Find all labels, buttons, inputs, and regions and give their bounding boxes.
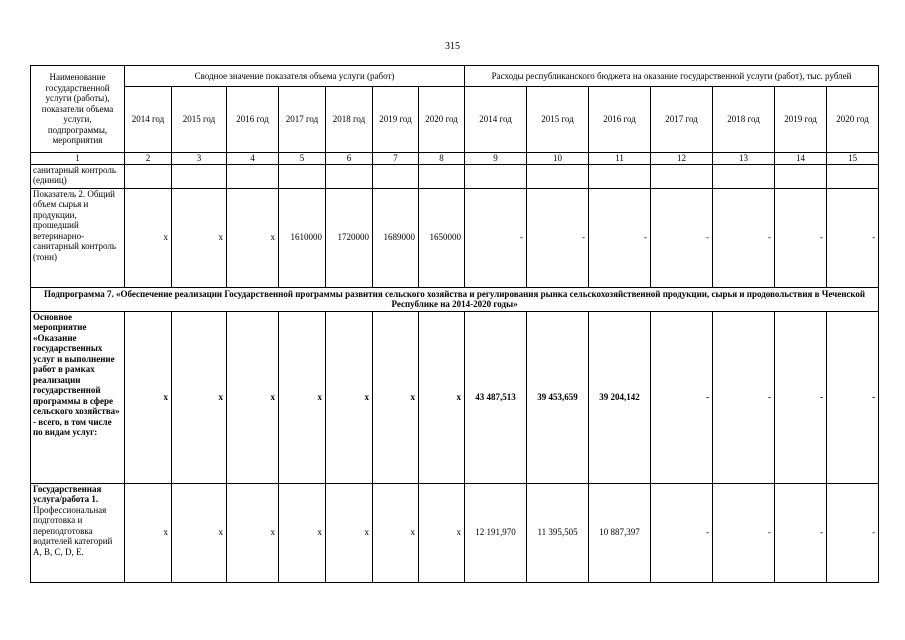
table-cell: 11 395,505 (527, 483, 589, 582)
column-number: 9 (465, 153, 527, 165)
table-cell: x (279, 311, 326, 483)
table-cell: - (827, 311, 879, 483)
column-numbers-row (31, 153, 879, 165)
table-row (31, 483, 879, 582)
table-cell: - (651, 188, 713, 287)
row-label (31, 483, 125, 582)
table-cell: x (373, 483, 419, 582)
table-cell: x (326, 483, 373, 582)
table-cell: 39 453,659 (527, 311, 589, 483)
table-cell (279, 164, 326, 188)
header-year: 2016 год (227, 87, 279, 153)
table-cell: 1610000 (279, 188, 326, 287)
header-year: 2016 год (589, 87, 651, 153)
table-cell: - (527, 188, 589, 287)
header-year: 2015 год (527, 87, 589, 153)
table-cell (326, 164, 373, 188)
table-cell: - (775, 188, 827, 287)
table-cell: x (373, 311, 419, 483)
column-number: 12 (651, 153, 713, 165)
table-cell: x (227, 311, 279, 483)
table-cell (419, 164, 465, 188)
header-year: 2015 год (172, 87, 227, 153)
header-year: 2017 год (279, 87, 326, 153)
header-year: 2018 год (713, 87, 775, 153)
table-cell: x (419, 311, 465, 483)
column-number: 15 (827, 153, 879, 165)
table-cell (651, 164, 713, 188)
header-year: 2020 год (419, 87, 465, 153)
header-year: 2014 год (465, 87, 527, 153)
table-cell: x (326, 311, 373, 483)
table-cell: x (419, 483, 465, 582)
header-year: 2018 год (326, 87, 373, 153)
row-label: Основное мероприятие «Оказание государственных услуг и выполнение работ в рамках реализации государственной программы в сфере сельского хозяйства» - всего, в том числе по видам услуг: (31, 311, 125, 483)
subprogram-title: Подпрограмма 7. «Обеспечение реализации Государственной программы развития сельского хозяйства и регулирования рынка сельскохозяйственной продукции, сырья и продовольствия в Чеченской Республике на 2014-2020 годы» (31, 287, 879, 311)
table-cell: - (589, 188, 651, 287)
table-cell: x (227, 483, 279, 582)
column-number: 3 (172, 153, 227, 165)
service-description: Профессиональная подготовка и переподготовка водителей категорий A, B, C, D, E. (33, 504, 113, 557)
table-cell (373, 164, 419, 188)
column-number: 4 (227, 153, 279, 165)
table-cell (227, 164, 279, 188)
page-number: 315 (445, 41, 460, 52)
table-cell: x (125, 311, 172, 483)
table-cell: - (827, 483, 879, 582)
table-cell: 10 887,397 (589, 483, 651, 582)
table-cell: 43 487,513 (465, 311, 527, 483)
header-year: 2020 год (827, 87, 879, 153)
column-number: 13 (713, 153, 775, 165)
table-cell: - (651, 483, 713, 582)
column-number: 5 (279, 153, 326, 165)
table-row (31, 311, 879, 483)
row-label: санитарный контроль (единиц) (31, 164, 125, 188)
column-number: 11 (589, 153, 651, 165)
table-cell: 1650000 (419, 188, 465, 287)
table-cell: 1720000 (326, 188, 373, 287)
column-number: 14 (775, 153, 827, 165)
header-year: 2019 год (775, 87, 827, 153)
table-cell: - (827, 188, 879, 287)
header-row-groups (31, 66, 879, 87)
row-label: Показатель 2. Общий объем сырья и продукции, прошедший ветеринарно-санитарный контроль (тонн) (31, 188, 125, 287)
table-cell: x (279, 483, 326, 582)
header-volume-group: Сводное значение показателя объема услуги (работ) (125, 66, 465, 87)
table-cell (125, 164, 172, 188)
header-year: 2019 год (373, 87, 419, 153)
table-cell: x (172, 483, 227, 582)
table-cell: - (713, 188, 775, 287)
table-cell: - (713, 311, 775, 483)
column-number: 1 (31, 153, 125, 165)
table-cell: x (227, 188, 279, 287)
header-name-column: Наименование государственной услуги (работы), показатели объема услуги, подпрограммы, мероприятия (31, 66, 125, 153)
subprogram-row (31, 287, 879, 311)
table-cell: x (125, 483, 172, 582)
table-cell (589, 164, 651, 188)
header-row-years (31, 87, 879, 153)
table-cell: x (172, 311, 227, 483)
table-cell: - (713, 483, 775, 582)
table-cell: - (465, 188, 527, 287)
column-number: 8 (419, 153, 465, 165)
table-cell (713, 164, 775, 188)
table-cell (775, 164, 827, 188)
table-cell (172, 164, 227, 188)
column-number: 10 (527, 153, 589, 165)
table-cell (527, 164, 589, 188)
table-cell: - (775, 311, 827, 483)
table-cell: 39 204,142 (589, 311, 651, 483)
table-row (31, 188, 879, 287)
table-cell: - (651, 311, 713, 483)
table-cell: - (775, 483, 827, 582)
service-title: Государственная услуга/работа 1. (33, 483, 102, 504)
table-row (31, 164, 879, 188)
services-budget-table (30, 65, 879, 583)
table-cell (827, 164, 879, 188)
header-year: 2014 год (125, 87, 172, 153)
table-cell: x (125, 188, 172, 287)
header-year: 2017 год (651, 87, 713, 153)
table-cell (465, 164, 527, 188)
table-cell: x (172, 188, 227, 287)
column-number: 6 (326, 153, 373, 165)
column-number: 2 (125, 153, 172, 165)
table-cell: 12 191,970 (465, 483, 527, 582)
column-number: 7 (373, 153, 419, 165)
header-expenses-group: Расходы республиканского бюджета на оказание государственной услуги (работ), тыс. рублей (465, 66, 879, 87)
table-cell: 1689000 (373, 188, 419, 287)
